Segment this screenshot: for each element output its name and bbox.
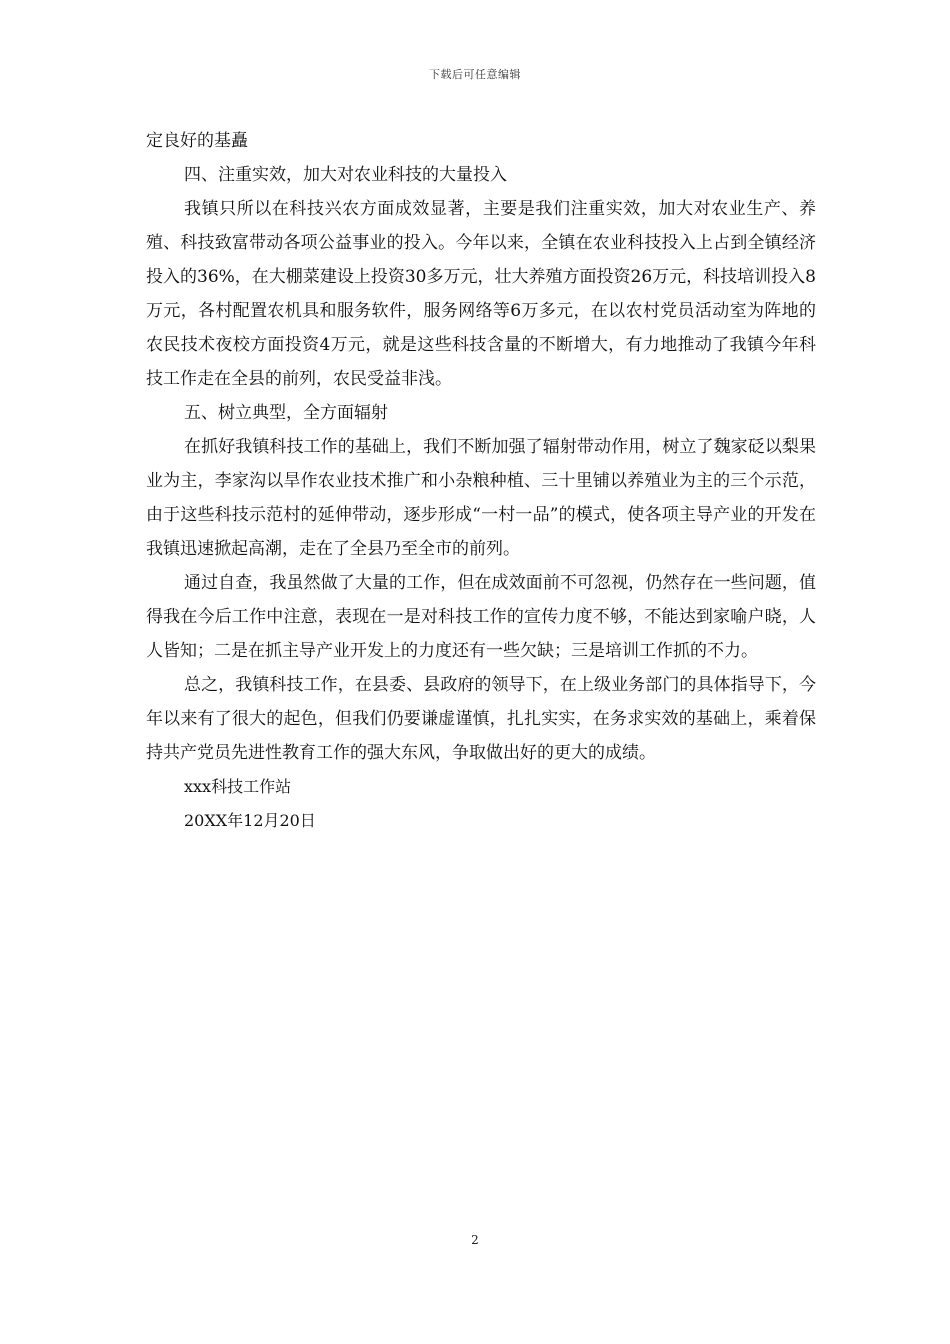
page-number: 2	[471, 1233, 479, 1247]
paragraph-3: 我镇只所以在科技兴农方面成效显著，主要是我们注重实效，加大对农业生产、养殖、科技致富带动各项公益事业的投入。今年以来，全镇在农业科技投入上占到全镇经济投入的36%，在大棚菜建设上投资30多万元，壮大养殖方面投资26万元，科技培训投入8万元，各村配置农机具和服务软件，服务网络等6万多元，在以农村党员活动室为阵地的农民技术夜校方面投资4万元，就是这些科技含量的不断增大，有力地推动了我镇今年科技工作走在全县的前列，农民受益非浅。	[146, 199, 816, 389]
page-header: 下载后可任意编辑	[429, 68, 521, 81]
paragraph-5: 在抓好我镇科技工作的基础上，我们不断加强了辐射带动作用，树立了魏家砭以梨果业为主，李家沟以旱作农业技术推广和小杂粮种植、三十里铺以养殖业为主的三个示范，由于这些科技示范村的延伸带动，逐步形成“一村一品”的模式，使各项主导产业的开发在我镇迅速掀起高潮，走在了全县乃至全市的前列。	[146, 437, 816, 559]
signature-organization: xxx科技工作站	[184, 777, 292, 796]
signature-date: 20XX年12月20日	[184, 811, 316, 830]
document-body	[146, 124, 816, 838]
paragraph-7: 总之，我镇科技工作，在县委、县政府的领导下，在上级业务部门的具体指导下，今年以来有了很大的起色，但我们仍要谦虚谨慎，扎扎实实，在务求实效的基础上，乘着保持共产党员先进性教育工作的强大东风，争取做出好的更大的成绩。	[146, 675, 816, 763]
paragraph-1: 定良好的基矗	[146, 131, 248, 151]
section-heading-4: 四、注重实效，加大对农业科技的大量投入	[184, 165, 507, 185]
section-heading-5: 五、树立典型，全方面辐射	[184, 403, 388, 423]
paragraph-6: 通过自查，我虽然做了大量的工作，但在成效面前不可忽视，仍然存在一些问题，值得我在今后工作中注意，表现在一是对科技工作的宣传力度不够，不能达到家喻户晓，人人皆知；二是在抓主导产业开发上的力度还有一些欠缺；三是培训工作抓的不力。	[146, 573, 816, 661]
